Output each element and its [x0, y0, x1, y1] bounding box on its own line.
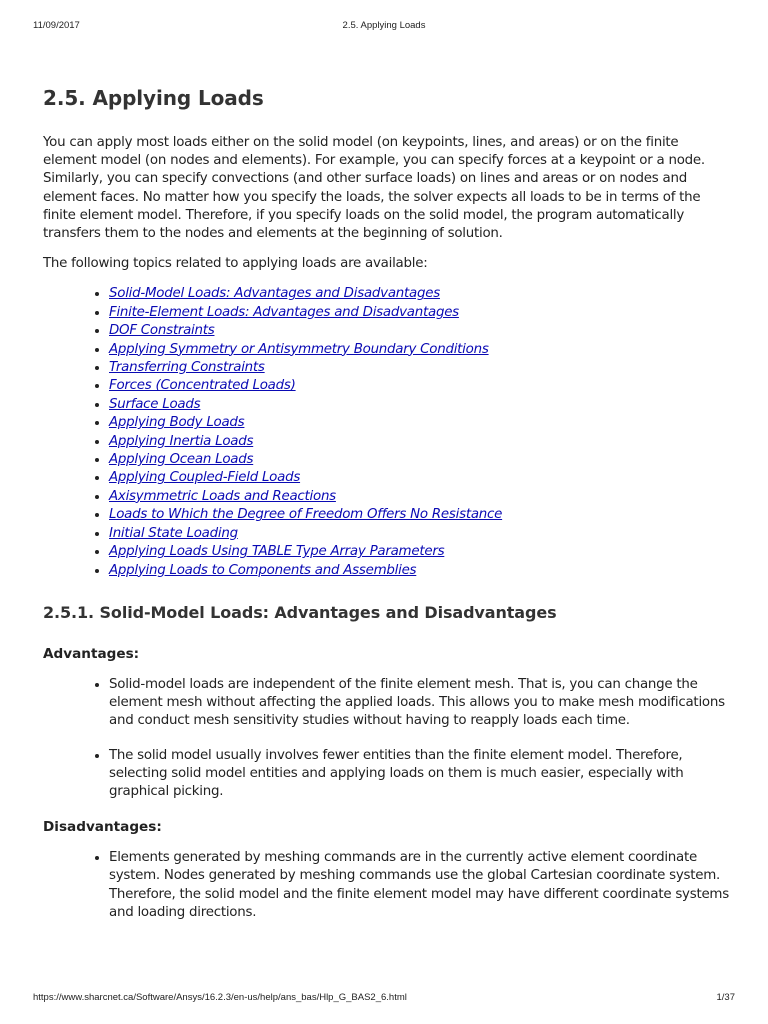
disadvantages-heading: Disadvantages:	[43, 819, 162, 836]
list-item	[109, 469, 735, 487]
list-item	[109, 562, 735, 580]
print-page-title: 2.5. Applying Loads	[342, 20, 426, 31]
topic-link[interactable]: Forces (Concentrated Loads)	[109, 378, 296, 394]
list-item	[109, 359, 735, 377]
topic-link[interactable]: Applying Inertia Loads	[109, 433, 254, 449]
print-date: 11/09/2017	[33, 20, 80, 31]
list-item	[109, 506, 735, 524]
topics-intro: The following topics related to applying loads are available:	[43, 256, 428, 272]
list-item: • Solid-model loads are independent of the finite element mesh. That is, you can change the element mesh without affecting the applied loads. This allows you to make mesh modifications and conduct mesh sensitivity studies without having to reapply loads each time.	[109, 676, 735, 731]
document-content	[43, 82, 735, 922]
intro-paragraph: You can apply most loads either on the solid model (on keypoints, lines, and areas) or on the finite element model (on nodes and elements). For example, you can specify forces at a keypoint or a node. Similarly, you can specify convections (and other surface loads) on lines and areas or on nodes and element faces. No matter how you specify the loads, the solver expects all loads to be in terms of the finite element model. Therefore, if you specify loads on the solid model, the program automatically transfers them to the nodes and elements at the beginning of solution.	[43, 135, 705, 242]
topic-link[interactable]: Applying Ocean Loads	[109, 452, 254, 468]
list-item	[109, 488, 735, 506]
page-number: 1/37	[716, 992, 735, 1003]
list-item	[109, 285, 735, 303]
topic-link[interactable]: Finite-Element Loads: Advantages and Disadvantages	[109, 304, 459, 320]
topic-link[interactable]: DOF Constraints	[109, 323, 215, 339]
list-item	[109, 304, 735, 322]
subsection-title: 2.5.1. Solid-Model Loads: Advantages and Disadvantages	[43, 602, 557, 622]
topic-link[interactable]: Surface Loads	[109, 396, 201, 412]
list-item	[109, 377, 735, 395]
disadvantages-list	[43, 849, 735, 922]
list-item	[109, 433, 735, 451]
list-item	[109, 414, 735, 432]
print-url: https://www.sharcnet.ca/Software/Ansys/16.2.3/en-us/help/ans_bas/Hlp_G_BAS2_6.html	[33, 992, 407, 1003]
topic-link[interactable]: Applying Coupled-Field Loads	[109, 470, 301, 486]
list-item	[109, 322, 735, 340]
topics-list	[43, 285, 735, 580]
topic-link[interactable]: Loads to Which the Degree of Freedom Offers No Resistance	[109, 507, 503, 523]
topic-link[interactable]: Initial State Loading	[109, 525, 238, 541]
topic-link[interactable]: Axisymmetric Loads and Reactions	[109, 488, 336, 504]
advantages-list	[43, 676, 735, 801]
list-item	[109, 525, 735, 543]
topic-link[interactable]: Applying Loads to Components and Assemblies	[109, 562, 417, 578]
list-item	[109, 341, 735, 359]
section-title: 2.5. Applying Loads	[43, 86, 264, 110]
list-item	[109, 396, 735, 414]
topic-link[interactable]: Applying Loads Using TABLE Type Array Parameters	[109, 544, 445, 560]
topic-link[interactable]: Applying Body Loads	[109, 415, 245, 431]
topic-link[interactable]: Transferring Constraints	[109, 360, 265, 376]
list-item	[109, 543, 735, 561]
topic-link[interactable]: Solid-Model Loads: Advantages and Disadvantages	[109, 286, 440, 302]
list-item	[109, 451, 735, 469]
list-item: • Elements generated by meshing commands are in the currently active element coordinate system. Nodes generated by meshing commands use the global Cartesian coordinate system. Therefore, the solid model and the finite element model may have different coordinate systems and loading directions.	[109, 849, 735, 922]
advantages-heading: Advantages:	[43, 645, 140, 662]
list-item: • The solid model usually involves fewer entities than the finite element model. Therefore, selecting solid model entities and applying loads on them is much easier, especially with graphical picking.	[109, 747, 735, 802]
topic-link[interactable]: Applying Symmetry or Antisymmetry Boundary Conditions	[109, 341, 489, 357]
